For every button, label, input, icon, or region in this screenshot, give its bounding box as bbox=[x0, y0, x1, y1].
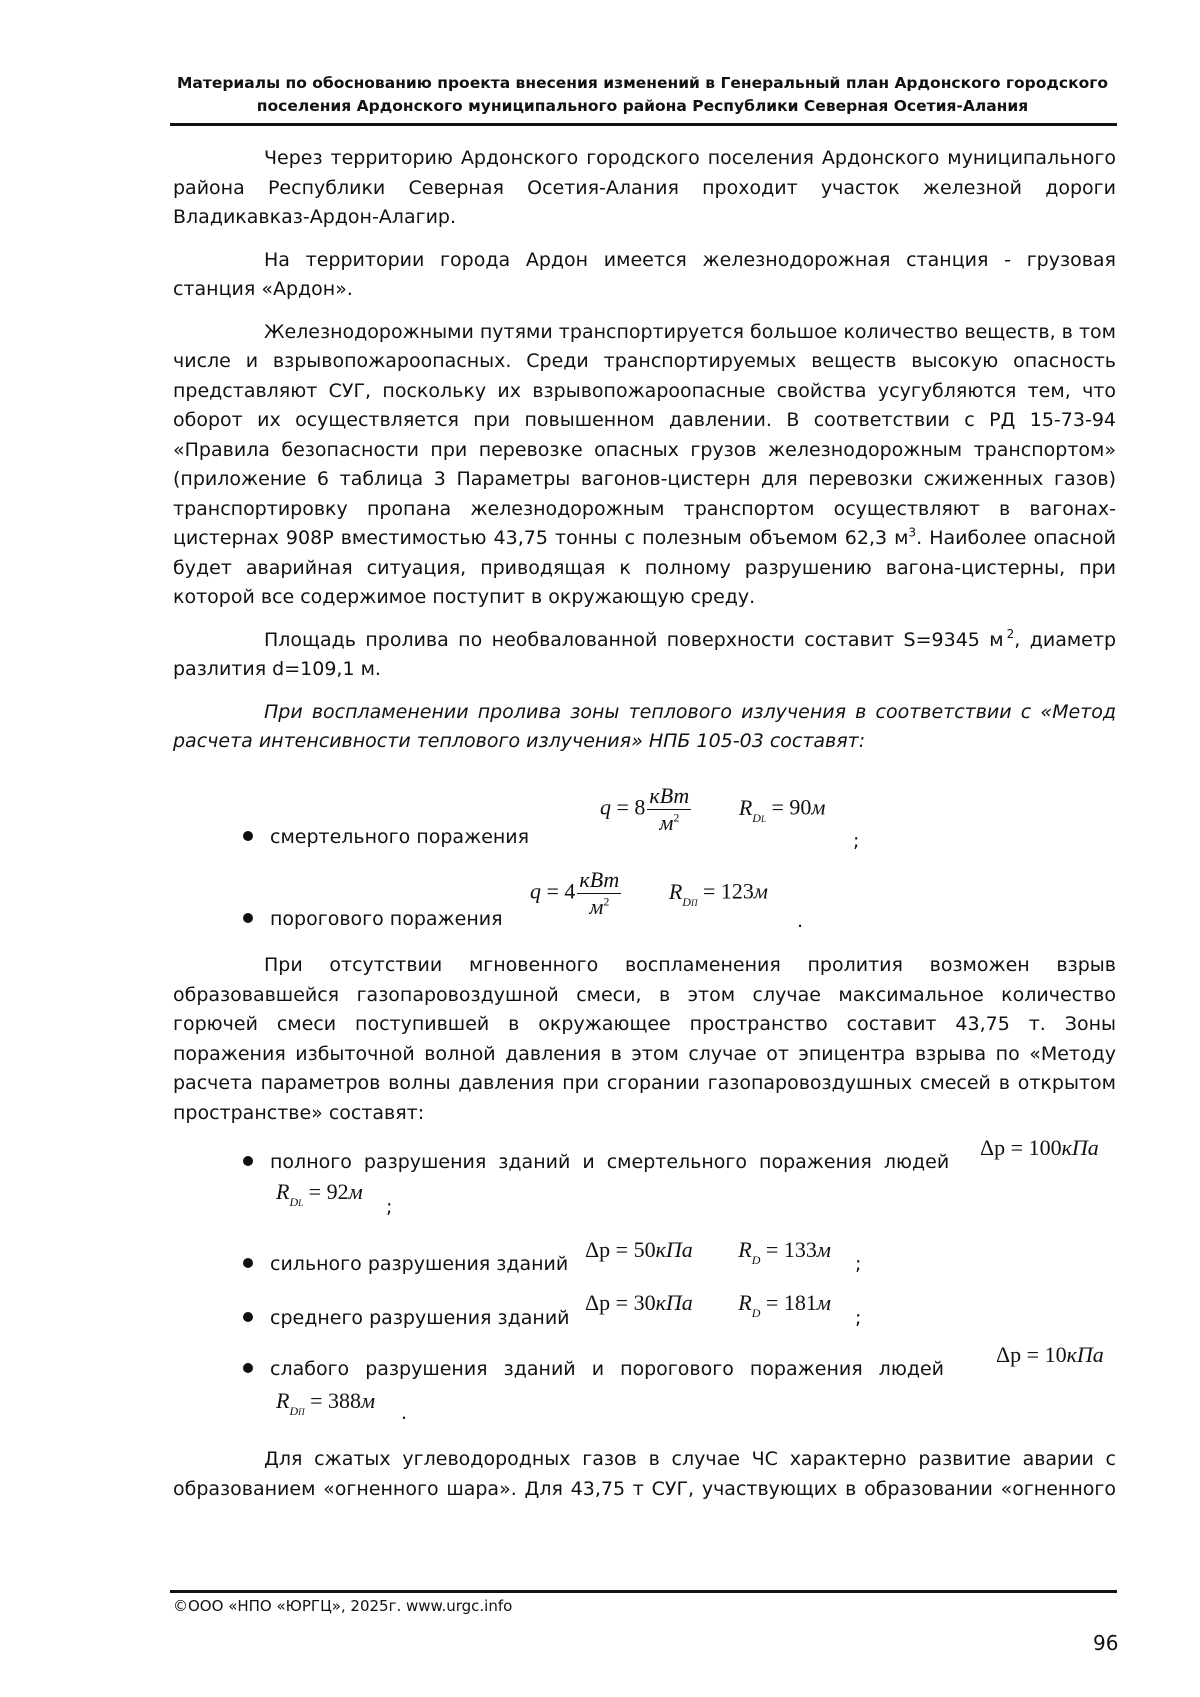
punctuation: ; bbox=[386, 1196, 393, 1218]
formula-thermal-threshold bbox=[530, 867, 768, 920]
r-sub-secondary: П bbox=[690, 897, 698, 908]
r-sub-main: D bbox=[682, 894, 691, 909]
paragraph-station: На территории города Ардон имеется железнодорожная станция - грузовая станция «Ардон». bbox=[173, 248, 1116, 300]
symbol-equals: = bbox=[771, 794, 784, 820]
r-value: 388 bbox=[328, 1388, 362, 1413]
formula-blast-r-weak bbox=[276, 1388, 376, 1418]
symbol-r: R bbox=[276, 1179, 290, 1204]
symbol-equals: = bbox=[765, 1290, 779, 1315]
formula-thermal-lethal bbox=[600, 783, 825, 836]
punctuation: . bbox=[401, 1402, 408, 1424]
blast-item-medium bbox=[243, 1307, 570, 1329]
page-number: 96 bbox=[1093, 1631, 1119, 1655]
paragraph-fireball: Для сжатых углеводородных газов в случае ЧС характерно развитие аварии с образованием «огненного шара». Для 43,75 т СУГ, участвующих в образовании «огненного bbox=[173, 1448, 1116, 1500]
r-sub-main: D bbox=[752, 810, 761, 825]
symbol-q: q bbox=[530, 878, 541, 904]
r-sub-secondary: L bbox=[298, 1198, 304, 1208]
blast-item-label: полного разрушения зданий и смертельного поражения людей bbox=[270, 1151, 950, 1173]
r-sub-main: D bbox=[289, 1404, 299, 1418]
symbol-dp: Δp bbox=[585, 1237, 611, 1262]
unit-den-text: м bbox=[589, 894, 604, 919]
formula-blast-dp-weak bbox=[996, 1342, 1104, 1368]
symbol-equals: = bbox=[702, 878, 716, 904]
symbol-r: R bbox=[738, 1237, 752, 1262]
unit-fraction bbox=[647, 783, 691, 836]
blast-item-label: слабого разрушения зданий и порогового поражения людей bbox=[270, 1358, 944, 1380]
symbol-dp: Δp bbox=[980, 1135, 1006, 1160]
symbol-equals: = bbox=[308, 1179, 322, 1204]
r-subscript bbox=[682, 895, 697, 909]
r-sub-secondary: L bbox=[760, 813, 766, 824]
symbol-dp: Δp bbox=[996, 1342, 1022, 1367]
r-unit: м bbox=[361, 1388, 376, 1413]
body-text-bottom bbox=[173, 1445, 1116, 1504]
paragraph-railway-route: Через территорию Ардонского городского поселения Ардонского муниципального района Республики Северная Осетия-Алания проходит участок железной дороги Владикавказ-Ардон-Алагир. bbox=[173, 147, 1116, 228]
r-unit: м bbox=[811, 794, 826, 820]
thermal-item-lethal bbox=[243, 826, 529, 848]
dp-value: 100 bbox=[1028, 1135, 1062, 1160]
formula-blast-dp-full bbox=[980, 1135, 1099, 1161]
paragraph-explosion: При отсутствии мгновенного воспламенения пролития возможен взрыв образовавшейся газопаровоздушной смеси, в этом случае максимальное количество горючей смеси поступившей в окружающее пространство составит 43,75 т. Зоны поражения избыточной волной давления в этом случае от эпицентра взрыва по «Методу расчета параметров волны давления при сгорании газопаровоздушных смесей в открытом пространстве» составят: bbox=[173, 954, 1116, 1124]
symbol-r: R bbox=[738, 794, 753, 820]
superscript-cubic: 3 bbox=[908, 525, 917, 540]
punctuation: ; bbox=[855, 1253, 862, 1275]
r-unit: м bbox=[816, 1237, 831, 1262]
r-unit: м bbox=[816, 1290, 831, 1315]
blast-item-strong bbox=[243, 1253, 568, 1275]
symbol-equals: = bbox=[615, 1237, 629, 1262]
body-text-middle bbox=[173, 951, 1116, 1128]
bullet-icon bbox=[243, 1258, 253, 1268]
blast-item-weak bbox=[243, 1358, 944, 1380]
blast-item-label: среднего разрушения зданий bbox=[270, 1307, 570, 1329]
superscript-square: 2 bbox=[1006, 627, 1015, 642]
symbol-equals: = bbox=[765, 1237, 779, 1262]
dp-unit: кПа bbox=[1066, 1342, 1104, 1367]
symbol-r: R bbox=[276, 1388, 290, 1413]
symbol-equals: = bbox=[615, 1290, 629, 1315]
bullet-icon bbox=[243, 1156, 253, 1166]
unit-denominator bbox=[647, 810, 691, 836]
dp-value: 30 bbox=[633, 1290, 656, 1315]
r-value: 92 bbox=[326, 1179, 349, 1204]
paragraph-spill-area bbox=[173, 626, 1116, 685]
dp-value: 50 bbox=[633, 1237, 656, 1262]
header-line-2: поселения Ардонского муниципального района Республики Северная Осетия-Алания bbox=[256, 97, 1029, 115]
symbol-equals: = bbox=[546, 878, 559, 904]
dp-value: 10 bbox=[1044, 1342, 1067, 1367]
r-value: 181 bbox=[783, 1290, 817, 1315]
unit-den-text: м bbox=[659, 810, 674, 835]
blast-item-full bbox=[243, 1151, 963, 1173]
r-value: 133 bbox=[783, 1237, 817, 1262]
r-sub-secondary: П bbox=[298, 1407, 305, 1417]
bullet-icon bbox=[243, 831, 253, 841]
symbol-equals: = bbox=[1010, 1135, 1024, 1160]
formula-blast-strong bbox=[585, 1237, 831, 1267]
symbol-dp: Δp bbox=[585, 1290, 611, 1315]
bullet-icon bbox=[243, 913, 253, 923]
unit-numerator: кВт bbox=[579, 867, 620, 892]
footer-copyright: ©ООО «НПО «ЮРГЦ», 2025г. www.urgc.info bbox=[173, 1597, 513, 1615]
paragraph-spill-end: , диаметр разлития d=109,1 м. bbox=[173, 628, 1117, 680]
q-value: 4 bbox=[564, 878, 576, 904]
r-subscript bbox=[289, 1404, 304, 1418]
thermal-item-label: порогового поражения bbox=[270, 908, 503, 930]
paragraph-hazard bbox=[173, 318, 1116, 613]
unit-fraction bbox=[577, 867, 621, 920]
symbol-equals: = bbox=[1026, 1342, 1040, 1367]
body-text-top bbox=[173, 144, 1116, 757]
r-unit: м bbox=[753, 878, 768, 904]
q-value: 8 bbox=[634, 794, 646, 820]
r-subscript bbox=[289, 1195, 303, 1209]
bullet-icon bbox=[243, 1312, 253, 1322]
symbol-q: q bbox=[600, 794, 611, 820]
unit-denominator bbox=[577, 894, 621, 920]
bullet-icon bbox=[243, 1363, 253, 1373]
r-subscript bbox=[752, 1253, 761, 1267]
blast-item-text bbox=[243, 1151, 949, 1173]
punctuation: ; bbox=[853, 830, 860, 852]
r-sub-main: D bbox=[751, 1306, 761, 1320]
paragraph-spill-text: Площадь пролива по необвалованной поверхности составит S=9345 м bbox=[264, 628, 1004, 651]
symbol-equals: = bbox=[616, 794, 629, 820]
punctuation: ; bbox=[855, 1307, 862, 1329]
r-sub-main: D bbox=[751, 1253, 761, 1267]
blast-item-label: сильного разрушения зданий bbox=[270, 1253, 569, 1275]
r-subscript bbox=[752, 1306, 761, 1320]
dp-unit: кПа bbox=[1061, 1135, 1099, 1160]
unit-den-sup: 2 bbox=[603, 894, 610, 909]
paragraph-hazard-text: Железнодорожными путями транспортируется большое количество веществ, в том числе и взрывопожароопасных. Среди транспортируемых веществ высокую опасность представляют СУГ, поскольку их взрывопожароопасные свойства усугубляются тем, что оборот их осуществляется при повышенном давлении. В соответствии с РД 15-73-94 «Правила безопасности при перевозке опасных грузов железнодорожным транспортом» (приложение 6 таблица 3 Параметры вагонов-цистерн для перевозки сжиженных газов) транспортировку пропана железнодорожным транспортом осуществляют в вагонах-цистернах 908Р вместимостью 43,75 тонны с полезным объемом 62,3 м bbox=[173, 320, 1116, 549]
unit-den-sup: 2 bbox=[673, 810, 680, 825]
dp-unit: кПа bbox=[655, 1237, 693, 1262]
thermal-item-threshold bbox=[243, 908, 503, 930]
formula-blast-r-full bbox=[276, 1179, 363, 1209]
symbol-r: R bbox=[668, 878, 683, 904]
page-header bbox=[170, 72, 1115, 118]
unit-numerator: кВт bbox=[649, 783, 690, 808]
thermal-item-label: смертельного поражения bbox=[270, 826, 530, 848]
paragraph-hazard-end: . Наиболее опасной будет аварийная ситуация, приводящая к полному разрушению вагона-цистерны, при которой все содержимое поступит в окружающую среду. bbox=[173, 527, 1117, 608]
header-divider bbox=[170, 123, 1117, 126]
symbol-equals: = bbox=[310, 1388, 323, 1413]
r-sub-main: D bbox=[289, 1195, 299, 1209]
r-unit: м bbox=[348, 1179, 363, 1204]
formula-blast-medium bbox=[585, 1290, 831, 1320]
dp-unit: кПа bbox=[655, 1290, 693, 1315]
header-line-1: Материалы по обоснованию проекта внесения изменений в Генеральный план Ардонского городского bbox=[176, 74, 1109, 92]
footer-divider bbox=[170, 1590, 1117, 1593]
r-subscript bbox=[752, 811, 766, 825]
r-value: 123 bbox=[720, 878, 754, 904]
punctuation: . bbox=[797, 910, 804, 932]
paragraph-thermal-intro: При воспламенении пролива зоны теплового излучения в соответствии с «Метод расчета интенсивности теплового излучения» НПБ 105-03 составят: bbox=[173, 700, 1116, 752]
r-value: 90 bbox=[789, 794, 812, 820]
symbol-r: R bbox=[738, 1290, 752, 1315]
